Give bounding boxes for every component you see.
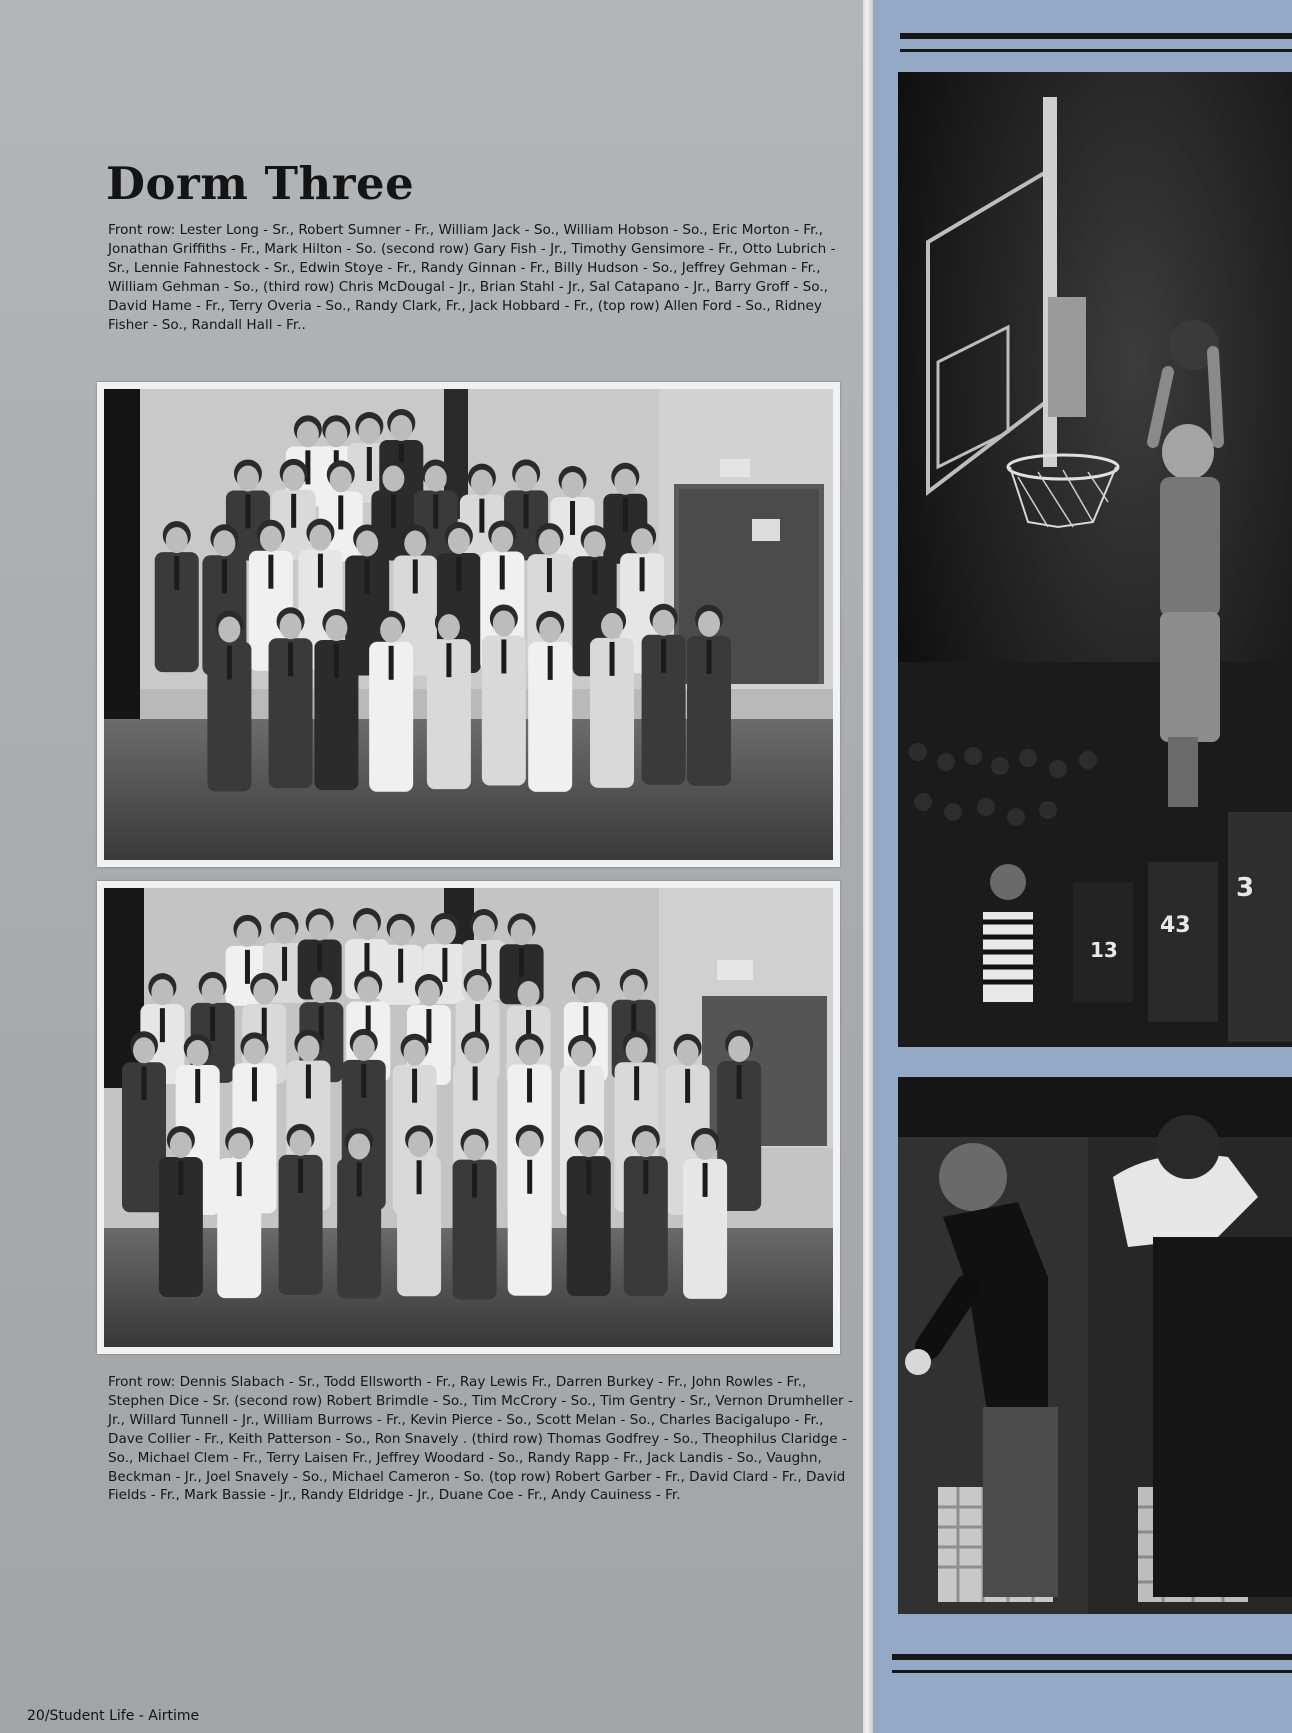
sidebar-bottom-rule — [892, 1654, 1292, 1660]
group-photo-top-image — [104, 389, 833, 860]
sidebar-top-rule-thin — [900, 49, 1292, 52]
dancing-students-photo — [898, 1077, 1292, 1614]
dorm-group-photo-bottom — [97, 881, 840, 1354]
jersey-number-43: 43 — [1160, 913, 1191, 938]
group-photo-bottom-image — [104, 888, 833, 1347]
page-title: Dorm Three — [106, 157, 415, 210]
sidebar-top-rule — [900, 33, 1292, 39]
jersey-number-13: 13 — [1090, 938, 1118, 962]
dorm-group-photo-top — [97, 382, 840, 867]
jersey-number-3: 3 — [1236, 873, 1255, 903]
top-photo-caption: Front row: Lester Long - Sr., Robert Sumner - Fr., William Jack - So., William Hobson - So., Eric Morton - Fr., Jonathan Griffiths - Fr., Mark Hilton - So. (second row) Gary Fish - Jr., Timothy Gensimore - Fr., Otto Lubrich - Sr., Lennie Fahnestock - Sr., Edwin Stoye - Fr., Randy Ginnan - Fr., Billy Hudson - So., Jeffrey Gehman - Fr., William Gehman - So., (third row) Chris McDougal - Jr., Brian Stahl - Jr., Sal Catapano - Jr., Barry Groff - So., David Hame - Fr., Terry Overia - So., Randy Clark, Fr., Jack Hobbard - Fr., (top row) Allen Ford - So., Ridney Fisher - So., Randall Hall - Fr.. — [108, 222, 836, 333]
page-seam — [863, 0, 873, 1733]
page-folio: 20/Student Life - Airtime — [27, 1708, 200, 1724]
dancing-photo-image — [898, 1077, 1292, 1614]
basketball-dunk-photo — [898, 72, 1292, 1047]
bottom-photo-caption: Front row: Dennis Slabach - Sr., Todd Ellsworth - Fr., Ray Lewis Fr., Darren Burkey - Fr., John Rowles - Fr., Stephen Dice - Sr. (second row) Robert Brimdle - So., Tim McCrory - So., Tim Gentry - Sr., Vernon Drumheller - Jr., Willard Tunnell - Jr., William Burrows - Fr., Kevin Pierce - So., Scott Melan - So., Charles Bacigalupo - Fr., Dave Collier - Fr., Keith Patterson - So., Ron Snavely . (third row) Thomas Godfrey - So., Theophilus Claridge - So., Michael Clem - Fr., Terry Laisen Fr., Jeffrey Woodard - So., Randy Rapp - Fr., Jack Landis - So., Vaughn, Beckman - Jr., Joel Snavely - So., Michael Cameron - So. (top row) Robert Garber - Fr., David Clard - Fr., David Fields - Fr., Mark Bassie - Jr., Randy Eldridge - Jr., Duane Coe - Fr., Andy Cauiness - Fr. — [108, 1374, 853, 1504]
basketball-photo-image — [898, 72, 1292, 1047]
sidebar-bottom-rule-thin — [892, 1670, 1292, 1673]
